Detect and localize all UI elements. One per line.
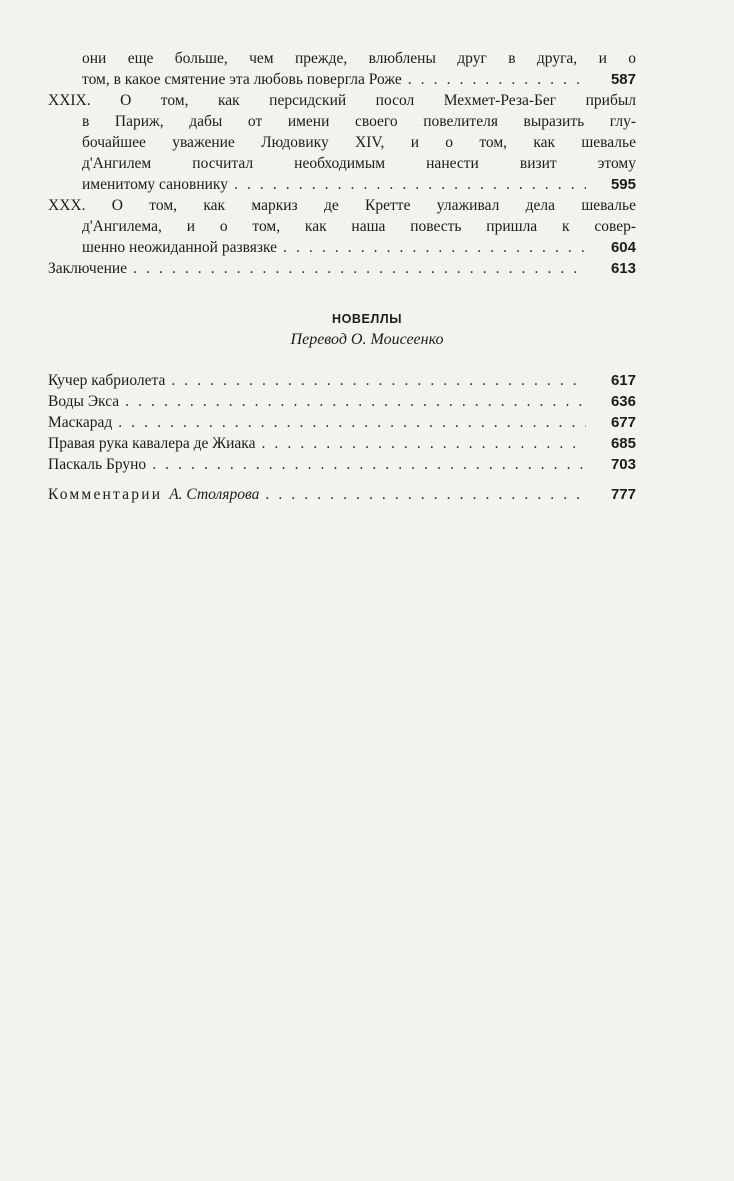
- toc-entry-novella[interactable]: [48, 412, 636, 433]
- toc-entry-novella[interactable]: [48, 433, 636, 454]
- page-number: 604: [610, 239, 636, 256]
- toc-line-text: в Париж, дабы от имени своего повелителя выразить глу-: [82, 113, 636, 130]
- toc-line: [48, 237, 636, 258]
- toc-line-text: том, в какое смятение эта любовь повергла Роже: [82, 71, 402, 88]
- toc-line-text: Кучер кабриолета: [48, 372, 166, 389]
- toc-line-text: XXIX. О том, как персидский посол Мехмет-Реза-Бег прибыл: [48, 92, 636, 109]
- page-number: 595: [610, 176, 636, 193]
- page-number: 677: [610, 414, 636, 431]
- dot-leader: [228, 174, 586, 195]
- page-number: 613: [610, 260, 636, 277]
- commentary-label: Комментарии: [48, 486, 163, 503]
- toc-line: [48, 69, 636, 90]
- toc-commentary: [48, 484, 636, 505]
- toc-entry-commentary[interactable]: [48, 484, 636, 505]
- toc-entry-chapter-xxviii-cont[interactable]: [48, 48, 636, 90]
- page-number: 685: [610, 435, 636, 452]
- toc-line-text: Воды Экса: [48, 393, 120, 410]
- toc-entry-novella[interactable]: [48, 370, 636, 391]
- toc-line-text: Правая рука кавалера де Жиака: [48, 435, 256, 452]
- dot-leader: [165, 370, 586, 391]
- page-number: 636: [610, 393, 636, 410]
- toc-line-text: именитому сановнику: [82, 176, 228, 193]
- toc-novellas: [48, 370, 636, 475]
- toc-entry-novella[interactable]: [48, 391, 636, 412]
- toc-line-text: бочайшее уважение Людовику XIV, и о том, как шевалье: [82, 134, 636, 151]
- dot-leader: [146, 454, 586, 475]
- toc-line-text: Заключение: [48, 260, 128, 277]
- page-number: 617: [610, 372, 636, 389]
- dot-leader: [119, 391, 586, 412]
- page-number: 587: [610, 71, 636, 88]
- dot-leader: [277, 237, 586, 258]
- dot-leader: [255, 433, 586, 454]
- toc-entry-novella[interactable]: [48, 454, 636, 475]
- toc-line: [48, 90, 636, 111]
- toc-line: [48, 195, 636, 216]
- toc-entry-chapter-xxx[interactable]: [48, 195, 636, 258]
- toc-line-text: д'Ангилема, и о том, как наша повесть пришла к совер-: [82, 218, 636, 235]
- toc-entry-chapter-xxix[interactable]: [48, 90, 636, 195]
- toc-entry-conclusion[interactable]: [48, 258, 636, 279]
- commentary-author: А. Столярова: [169, 486, 260, 503]
- toc-line: [48, 216, 636, 237]
- toc-line: [48, 111, 636, 132]
- toc-line-text: Маскарад: [48, 414, 113, 431]
- toc-line: [48, 48, 636, 69]
- section-heading: НОВЕЛЛЫ: [331, 312, 403, 326]
- page-number: 703: [610, 456, 636, 473]
- toc-line-text: Паскаль Бруно: [48, 456, 147, 473]
- toc-line: [48, 174, 636, 195]
- toc-line: [48, 258, 636, 279]
- dot-leader: [127, 258, 586, 279]
- toc-line-text: д'Ангилем посчитал необходимым нанести визит этому: [82, 155, 636, 172]
- translator-credit: Перевод О. Моисеенко: [290, 331, 444, 348]
- dot-leader: [112, 412, 586, 433]
- toc-line-text: XXX. О том, как маркиз де Кретте улаживал дела шевалье: [48, 197, 636, 214]
- toc-line: [48, 132, 636, 153]
- dot-leader: [259, 484, 586, 505]
- toc-line-text: они еще больше, чем прежде, влюблены друг в друга, и о: [82, 50, 636, 67]
- toc-line-text: шенно неожиданной развязке: [82, 239, 277, 256]
- page-number: 777: [610, 486, 636, 503]
- toc-chapters: [48, 48, 636, 279]
- dot-leader: [402, 69, 586, 90]
- toc-line: [48, 153, 636, 174]
